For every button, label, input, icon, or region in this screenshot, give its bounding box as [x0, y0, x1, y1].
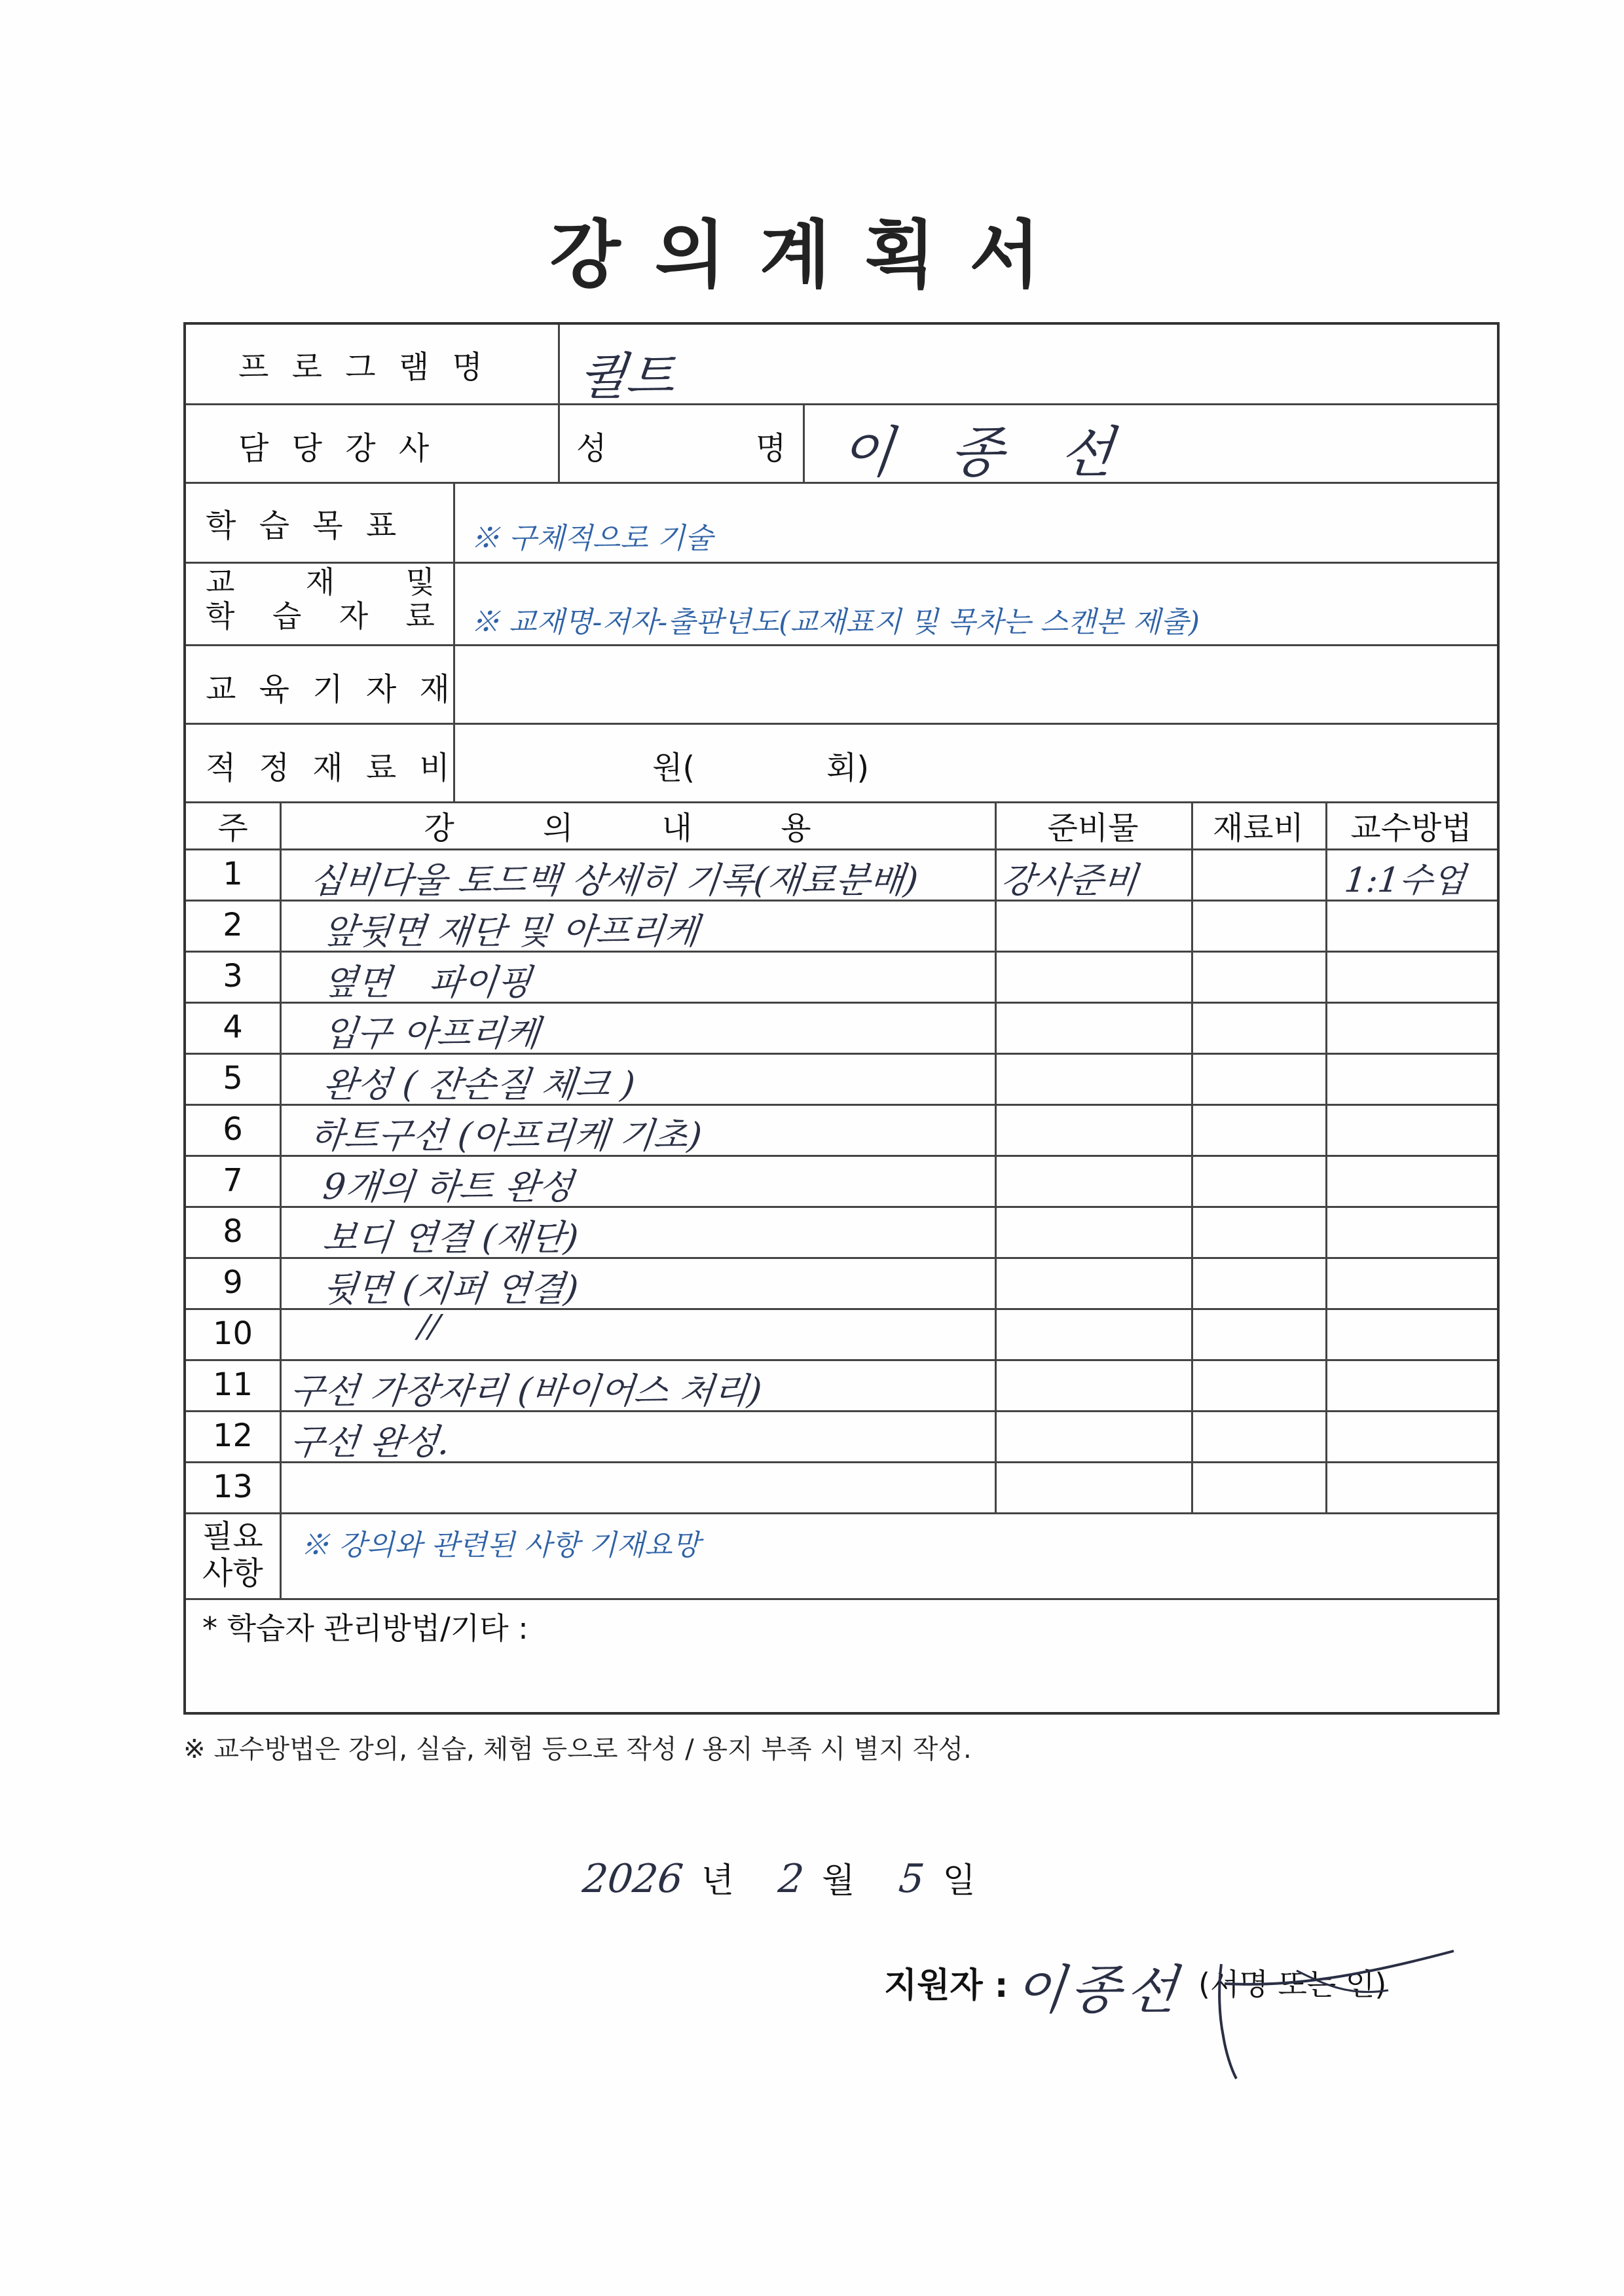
row-divider — [186, 1598, 1497, 1600]
instructor-name-value: 이 종 선 — [837, 420, 1137, 484]
week-number: 6 — [223, 1111, 243, 1148]
lecture-content: 십비다울 토드백 상세히 기록(재료분배) — [308, 860, 921, 901]
week-number: 2 — [223, 907, 243, 943]
prep-value: 강사준비 — [999, 860, 1140, 901]
lecture-content: // — [416, 1308, 442, 1345]
method-value: 1:1수업 — [1342, 861, 1467, 900]
page-title: 강의계획서 — [549, 213, 1075, 298]
row-divider — [186, 562, 1497, 564]
header-prep: 준비물 — [1047, 809, 1139, 847]
date-year: 2026 — [580, 1856, 686, 1902]
lecture-content: 입구 아프리케 — [321, 1013, 542, 1054]
col-divider — [803, 403, 805, 482]
col-divider — [558, 325, 560, 482]
week-number: 12 — [212, 1417, 253, 1454]
week-number: 8 — [223, 1213, 243, 1250]
material-label-char: 재 — [305, 564, 335, 600]
date-day-unit: 일 — [942, 1861, 976, 1901]
week-number: 11 — [212, 1366, 253, 1403]
col-divider — [1325, 801, 1327, 1512]
header-method: 교수방법 — [1350, 809, 1472, 847]
lecture-content: 뒷면 (지퍼 연결) — [321, 1268, 581, 1309]
signer-name: 이종선 — [1011, 1959, 1185, 2020]
material-label-line2 — [206, 600, 435, 632]
row-divider — [186, 644, 1497, 646]
sign-method-label: (서명 또는 인) — [1198, 1967, 1387, 2002]
program-value: 퀼트 — [575, 347, 678, 405]
col-divider — [995, 801, 997, 1512]
name-label-second: 명 — [756, 430, 786, 467]
date-line — [580, 1853, 976, 1902]
program-label-text: 프 로 그 램 명 — [238, 348, 489, 386]
week-number: 3 — [223, 958, 243, 994]
lecture-content: 앞뒷면 재단 및 아프리케 — [321, 911, 701, 952]
cost-times: 회) — [826, 750, 870, 786]
date-month: 2 — [776, 1856, 806, 1902]
col-divider — [280, 801, 282, 1598]
material-label-char: 료 — [405, 598, 435, 634]
date-month-unit: 월 — [822, 1861, 855, 1901]
name-label-first: 성 — [576, 430, 607, 467]
instructor-label: 담 당 강 사 — [238, 430, 436, 467]
material-label-char: 학 — [206, 598, 235, 634]
week-number: 4 — [223, 1009, 243, 1046]
date-year-unit: 년 — [701, 1861, 734, 1901]
lecture-content: 보디 연결 (재단) — [321, 1217, 581, 1258]
material-label-char: 교 — [206, 564, 235, 600]
lecture-content: 옆면 파이핑 — [321, 962, 534, 1003]
material-label-line1 — [206, 566, 435, 598]
material-label-char: 자 — [339, 598, 369, 634]
header-material-fee: 재료비 — [1212, 809, 1304, 847]
goal-note: ※ 구체적으로 기술 — [471, 522, 713, 555]
lecture-plan-form — [183, 322, 1500, 1715]
week-number: 9 — [223, 1264, 243, 1301]
signature-stroke — [1192, 1938, 1467, 2082]
week-number: 5 — [223, 1060, 243, 1097]
material-label-char: 습 — [272, 598, 302, 634]
row-divider — [186, 403, 1497, 405]
learner-management-label: * 학습자 관리방법/기타 : — [202, 1611, 528, 1646]
cost-label: 적 정 재 료 비 — [206, 750, 456, 786]
col-divider — [1191, 801, 1193, 1512]
row-divider — [186, 1512, 1497, 1514]
lecture-content: 구선 완성. — [288, 1421, 452, 1463]
lecture-content: 완성 ( 잔손질 체크 ) — [321, 1064, 637, 1105]
goal-label: 학 습 목 표 — [206, 507, 403, 544]
lecture-content: 9개의 하트 완성 — [321, 1166, 576, 1207]
week-number: 10 — [212, 1315, 253, 1352]
row-divider — [186, 848, 1497, 850]
row-divider — [186, 723, 1497, 725]
week-number: 13 — [212, 1468, 253, 1505]
requirements-label-line2: 사항 — [202, 1555, 263, 1592]
material-label-char: 및 — [405, 564, 435, 600]
week-number: 1 — [223, 856, 243, 892]
requirements-note: ※ 강의와 관련된 사항 기재요망 — [301, 1529, 700, 1562]
week-number: 7 — [223, 1162, 243, 1199]
requirements-label-line1: 필요 — [202, 1518, 263, 1555]
equipment-label: 교 육 기 자 재 — [206, 671, 456, 708]
header-week: 주 — [217, 809, 248, 847]
lecture-content: 하트구선 (아프리케 기초) — [308, 1115, 704, 1156]
date-day: 5 — [896, 1856, 927, 1902]
header-content: 강 의 내 용 — [424, 809, 851, 847]
lecture-content: 구선 가장자리 (바이어스 처리) — [288, 1370, 764, 1412]
footnote: ※ 교수방법은 강의, 실습, 체험 등으로 작성 / 용지 부족 시 별지 작성. — [183, 1734, 972, 1764]
row-divider — [186, 1359, 1497, 1361]
program-label — [238, 344, 513, 384]
signer-label: 지원자 : — [884, 1966, 1008, 2005]
material-note: ※ 교재명-저자-출판년도(교재표지 및 목차는 스캔본 제출) — [471, 606, 1200, 639]
cost-won: 원( — [652, 750, 695, 786]
